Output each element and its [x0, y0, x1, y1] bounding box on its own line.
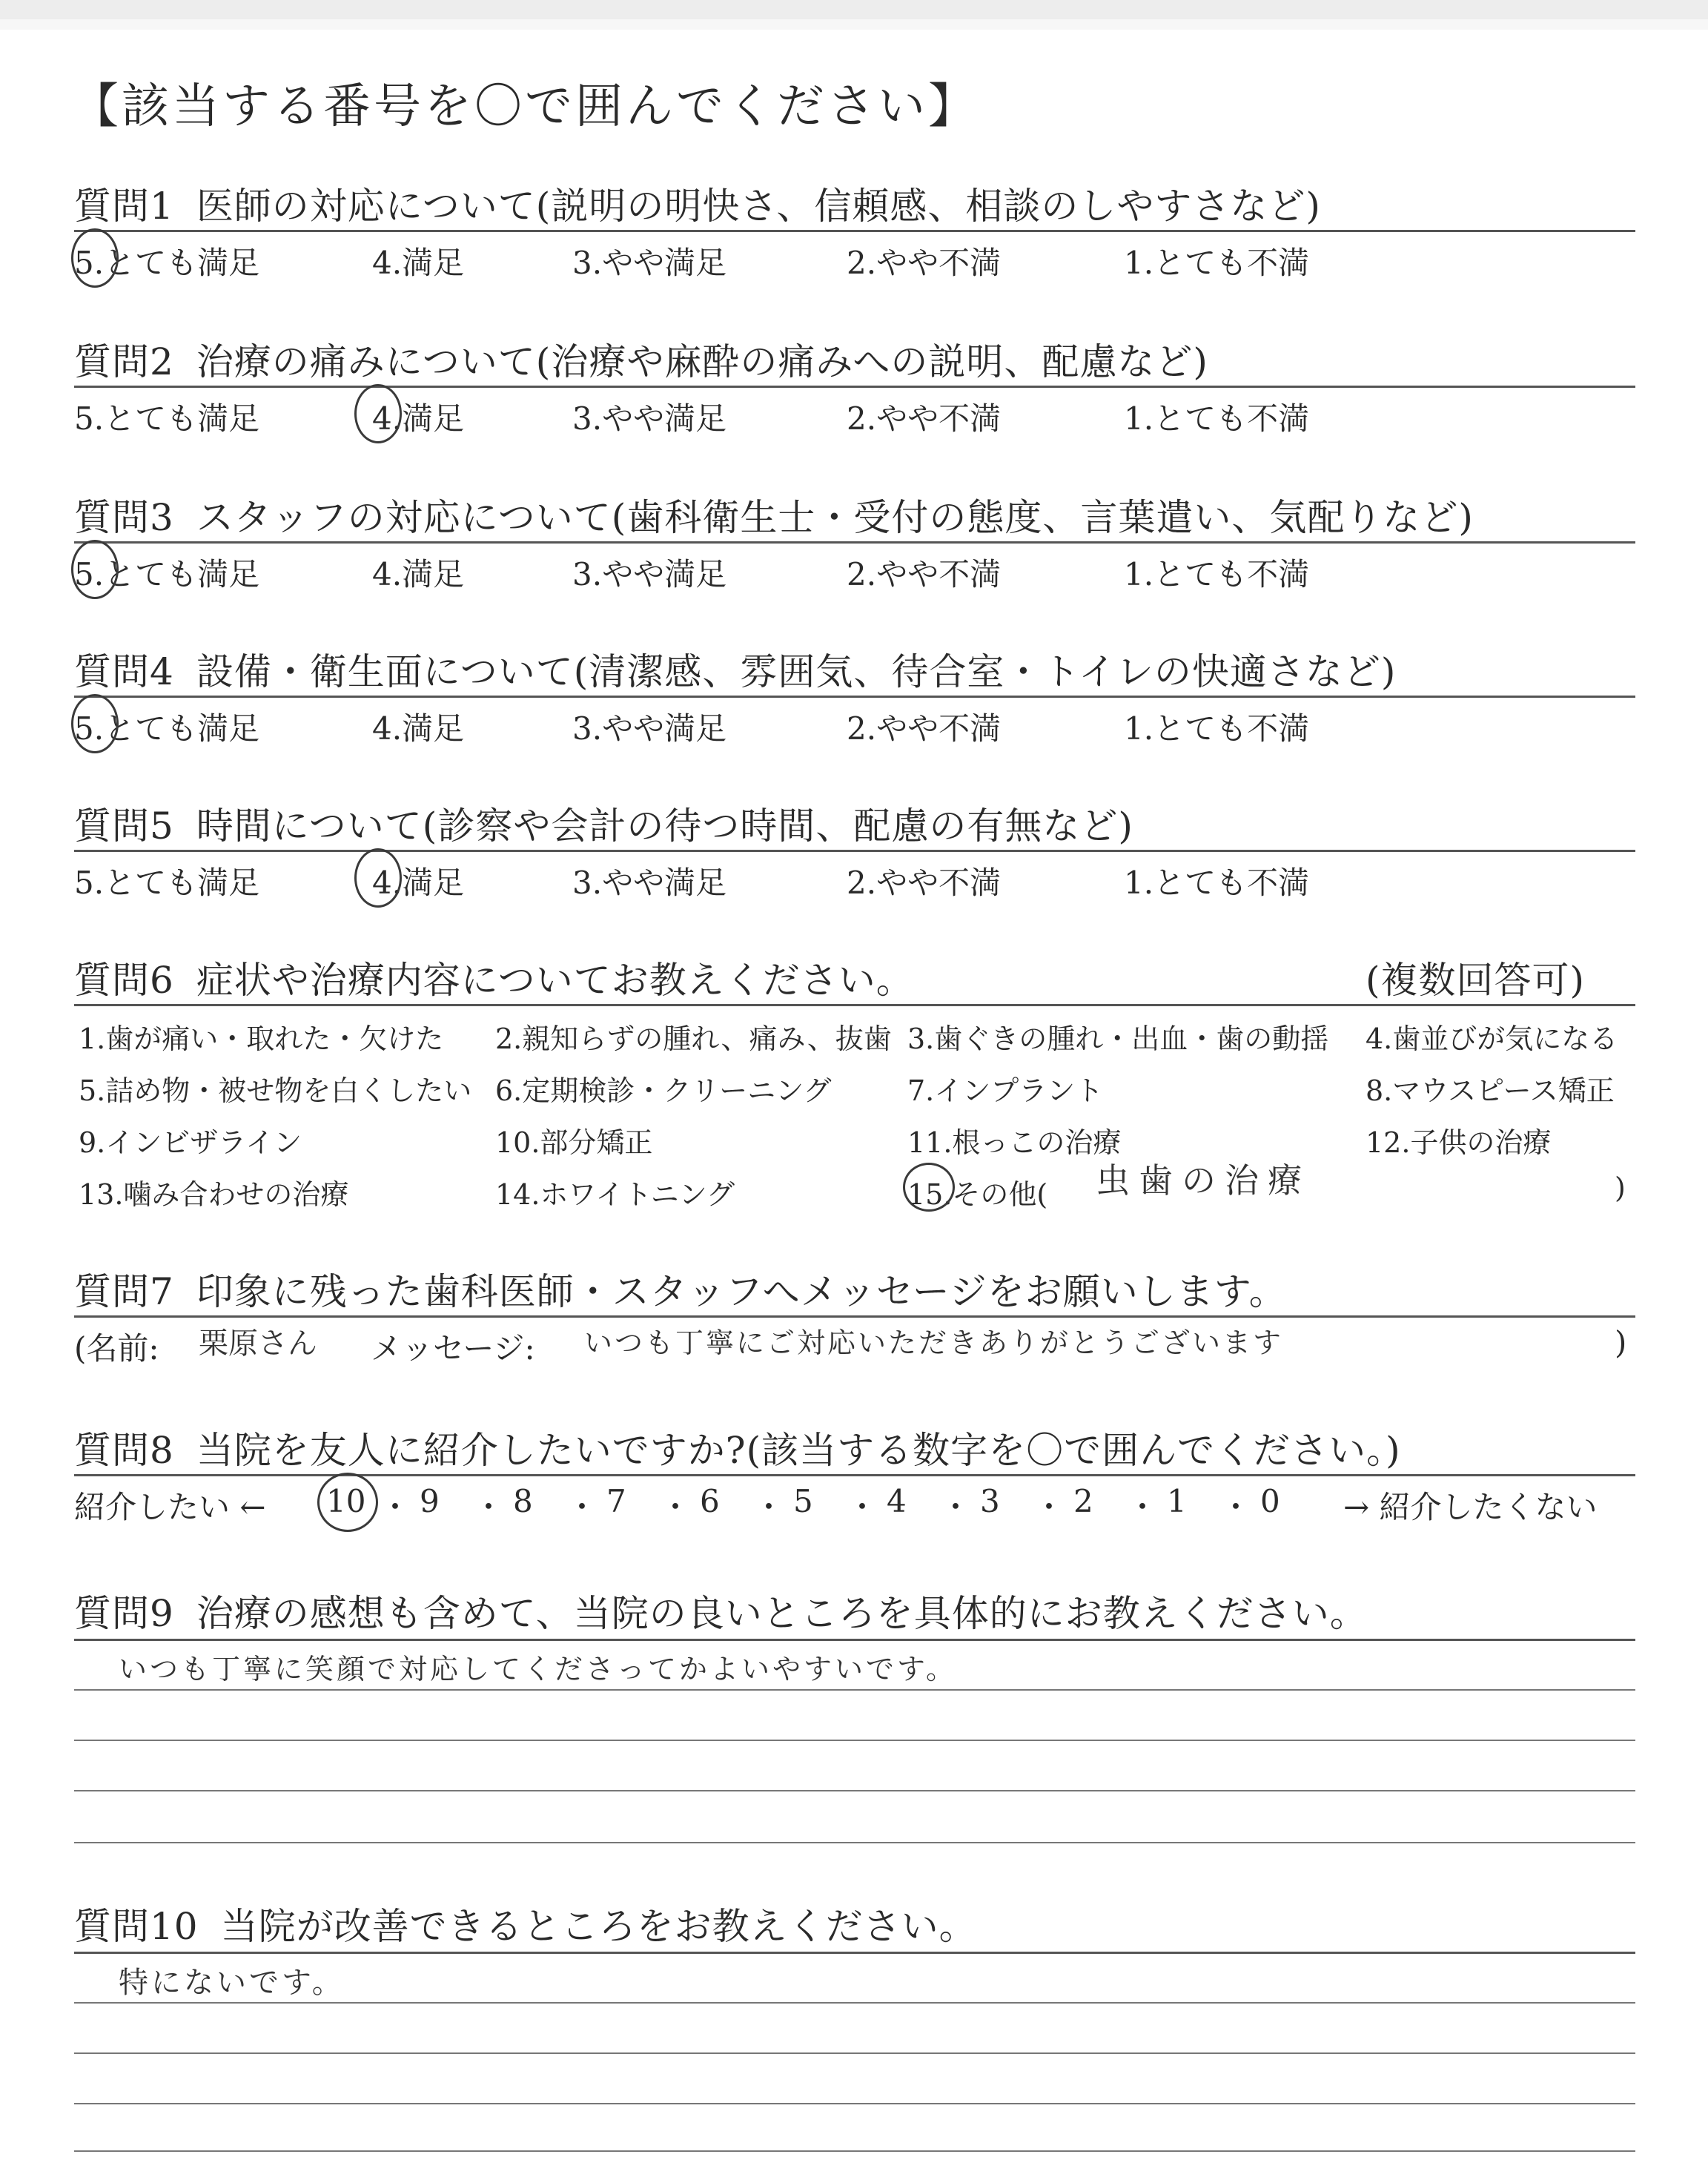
q9-answer-line-3 — [74, 1790, 1635, 1791]
q7-name-label: (名前: — [74, 1330, 159, 1367]
q3-title — [74, 488, 1474, 541]
q10-answer-line-3 — [74, 2103, 1635, 2104]
q5-option-4[interactable]: 4.満足 — [372, 865, 465, 901]
q1-selected-circle[interactable] — [71, 228, 119, 288]
q4-rule — [74, 696, 1635, 698]
q8-separator: ・ — [753, 1489, 785, 1525]
q6-selected-circle[interactable] — [903, 1163, 955, 1212]
q7-rule — [74, 1315, 1635, 1318]
q4-option-4[interactable]: 4.満足 — [372, 710, 465, 747]
q6-rule — [74, 1004, 1635, 1006]
q6-number: 質問6 — [74, 959, 174, 1002]
q2-selected-circle[interactable] — [354, 384, 402, 443]
q3-option-5[interactable]: 5.とても満足 — [74, 556, 260, 592]
q2-option-1[interactable]: 1.とても不満 — [1124, 400, 1310, 437]
q8-scale-9[interactable]: 9 — [420, 1483, 440, 1519]
q1-option-3[interactable]: 3.やや満足 — [572, 245, 727, 281]
q8-separator: ・ — [566, 1489, 598, 1525]
q8-number: 質問8 — [74, 1429, 174, 1472]
q6-text: 症状や治療内容についてお教えください。 — [196, 959, 914, 1002]
q8-left-label: 紹介したい ← — [74, 1489, 266, 1525]
q1-option-1[interactable]: 1.とても不満 — [1124, 245, 1310, 281]
q8-scale-2[interactable]: 2 — [1073, 1483, 1093, 1519]
q3-option-2[interactable]: 2.やや不満 — [847, 556, 1002, 592]
q3-number: 質問3 — [74, 496, 174, 539]
q8-scale-10[interactable]: 10 — [326, 1483, 366, 1519]
q10-rule — [74, 1952, 1635, 1954]
q6-option-3[interactable]: 3.歯ぐきの腫れ・出血・歯の動揺 — [907, 1023, 1329, 1055]
q9-answer-line-2 — [74, 1740, 1635, 1741]
q8-right-label: → 紹介したくない — [1343, 1489, 1598, 1525]
q5-option-2[interactable]: 2.やや不満 — [847, 865, 1002, 901]
q8-scale-0[interactable]: 0 — [1260, 1483, 1280, 1519]
q9-title — [74, 1584, 1368, 1637]
q1-number: 質問1 — [74, 185, 174, 228]
q4-text: 設備・衛生面について(清潔感、雰囲気、待合室・トイレの快適さなど) — [196, 650, 1397, 693]
q8-separator: ・ — [660, 1489, 692, 1525]
q4-option-5[interactable]: 5.とても満足 — [74, 710, 260, 747]
q4-title — [74, 642, 1396, 696]
q9-answer-line-4 — [74, 1842, 1635, 1843]
q6-other-close-paren: ) — [1615, 1172, 1626, 1204]
q2-number: 質問2 — [74, 340, 174, 383]
q7-name-value[interactable]: 栗原さん — [199, 1327, 317, 1361]
q5-selected-circle[interactable] — [354, 848, 402, 908]
q10-answer-line-2 — [74, 2052, 1635, 2054]
q8-scale-3[interactable]: 3 — [980, 1483, 1000, 1519]
q7-message-value[interactable]: いつも丁寧にご対応いただきありがとうございます — [584, 1327, 1284, 1359]
q6-option-12[interactable]: 12.子供の治療 — [1366, 1126, 1552, 1159]
q9-answer-line-1 — [74, 1689, 1635, 1691]
q1-title — [74, 176, 1321, 230]
q9-text: 治療の感想も含めて、当院の良いところを具体的にお教えください。 — [196, 1592, 1368, 1635]
q5-title — [74, 796, 1133, 850]
q2-text: 治療の痛みについて(治療や麻酔の痛みへの説明、配慮など) — [196, 340, 1208, 383]
q6-option-11[interactable]: 11.根っこの治療 — [907, 1126, 1122, 1159]
q8-scale-4[interactable]: 4 — [887, 1483, 907, 1519]
q8-scale-8[interactable]: 8 — [513, 1483, 533, 1519]
q10-answer-line-4 — [74, 2150, 1635, 2152]
q1-option-2[interactable]: 2.やや不満 — [847, 245, 1002, 281]
q6-option-6[interactable]: 6.定期検診・クリーニング — [495, 1074, 832, 1107]
q4-number: 質問4 — [74, 650, 174, 693]
q4-option-3[interactable]: 3.やや満足 — [572, 710, 727, 747]
q1-text: 医師の対応について(説明の明快さ、信頼感、相談のしやすさなど) — [196, 185, 1321, 228]
q2-option-2[interactable]: 2.やや不満 — [847, 400, 1002, 437]
q1-option-4[interactable]: 4.満足 — [372, 245, 465, 281]
q6-option-15[interactable]: 15.その他( — [907, 1178, 1048, 1211]
q6-option-10[interactable]: 10.部分矯正 — [495, 1126, 653, 1159]
q3-selected-circle[interactable] — [71, 540, 119, 599]
q5-option-5[interactable]: 5.とても満足 — [74, 865, 260, 901]
q10-answer-line-1 — [74, 2002, 1635, 2004]
q6-option-7[interactable]: 7.インプラント — [907, 1074, 1104, 1107]
q6-note: (複数回答可) — [1366, 959, 1586, 1002]
scan-edge-shadow — [0, 19, 1708, 30]
q9-answer[interactable]: いつも丁寧に笑顔で対応してくださってかよいやすいです。 — [119, 1653, 957, 1685]
q8-separator: ・ — [1220, 1489, 1252, 1525]
q8-selected-circle[interactable] — [317, 1473, 378, 1532]
q8-text: 当院を友人に紹介したいですか?(該当する数字を〇で囲んでください。) — [196, 1429, 1401, 1472]
q9-rule — [74, 1639, 1635, 1641]
q6-option-1[interactable]: 1.歯が痛い・取れた・欠けた — [79, 1023, 444, 1055]
q8-separator: ・ — [940, 1489, 972, 1525]
q9-number: 質問9 — [74, 1592, 174, 1635]
q6-option-2[interactable]: 2.親知らずの腫れ、痛み、抜歯 — [495, 1023, 892, 1055]
q8-separator: ・ — [1033, 1489, 1065, 1525]
q2-rule — [74, 386, 1635, 388]
q5-option-1[interactable]: 1.とても不満 — [1124, 865, 1310, 901]
q6-option-13[interactable]: 13.噛み合わせの治療 — [79, 1178, 349, 1211]
q5-rule — [74, 850, 1635, 852]
q6-option-5[interactable]: 5.詰め物・被せ物を白くしたい — [79, 1074, 472, 1107]
page-title: 【該当する番号を〇で囲んでください】 — [71, 79, 979, 134]
q7-title — [74, 1262, 1287, 1315]
q3-option-3[interactable]: 3.やや満足 — [572, 556, 727, 592]
q3-option-4[interactable]: 4.満足 — [372, 556, 465, 592]
q8-scale-5[interactable]: 5 — [793, 1483, 813, 1519]
q8-separator: ・ — [380, 1489, 411, 1525]
q6-title — [74, 951, 914, 1004]
q10-answer[interactable]: 特にないです。 — [119, 1966, 345, 2000]
q10-text: 当院が改善できるところをお教えください。 — [220, 1905, 977, 1948]
q8-separator: ・ — [1127, 1489, 1159, 1525]
q5-option-3[interactable]: 3.やや満足 — [572, 865, 727, 901]
q6-option-9[interactable]: 9.インビザライン — [79, 1126, 302, 1159]
q1-rule — [74, 230, 1635, 232]
q7-text: 印象に残った歯科医師・スタッフへメッセージをお願いします。 — [196, 1270, 1287, 1313]
q2-option-3[interactable]: 3.やや満足 — [572, 400, 727, 437]
q5-text: 時間について(診察や会計の待つ時間、配慮の有無など) — [196, 805, 1133, 848]
q4-selected-circle[interactable] — [71, 694, 119, 753]
q1-option-5[interactable]: 5.とても満足 — [74, 245, 260, 281]
q6-option-14[interactable]: 14.ホワイトニング — [495, 1178, 735, 1211]
q7-number: 質問7 — [74, 1270, 174, 1313]
q3-text: スタッフの対応について(歯科衛生士・受付の態度、言葉遣い、気配りなど) — [196, 496, 1474, 539]
q2-title — [74, 332, 1208, 386]
q5-number: 質問5 — [74, 805, 174, 848]
q4-option-2[interactable]: 2.やや不満 — [847, 710, 1002, 747]
scan-edge — [0, 0, 1708, 19]
q8-separator: ・ — [473, 1489, 505, 1525]
q8-scale-7[interactable]: 7 — [606, 1483, 626, 1519]
q3-rule — [74, 541, 1635, 544]
q8-scale-1[interactable]: 1 — [1167, 1483, 1187, 1519]
q10-number: 質問10 — [74, 1905, 199, 1948]
q6-other-answer[interactable]: 虫歯の治療 — [1096, 1160, 1311, 1200]
q6-option-4[interactable]: 4.歯並びが気になる — [1366, 1023, 1618, 1055]
q7-close-paren: ) — [1615, 1324, 1627, 1361]
q6-option-8[interactable]: 8.マウスピース矯正 — [1366, 1074, 1615, 1107]
q8-title — [74, 1421, 1401, 1474]
q8-separator: ・ — [847, 1489, 878, 1525]
q10-title — [74, 1897, 977, 1950]
q3-option-1[interactable]: 1.とても不満 — [1124, 556, 1310, 592]
q8-scale-6[interactable]: 6 — [700, 1483, 720, 1519]
q4-option-1[interactable]: 1.とても不満 — [1124, 710, 1310, 747]
q2-option-4[interactable]: 4.満足 — [372, 400, 465, 437]
q7-message-label: メッセージ: — [371, 1330, 535, 1367]
q8-rule — [74, 1474, 1635, 1476]
q2-option-5[interactable]: 5.とても満足 — [74, 400, 260, 437]
